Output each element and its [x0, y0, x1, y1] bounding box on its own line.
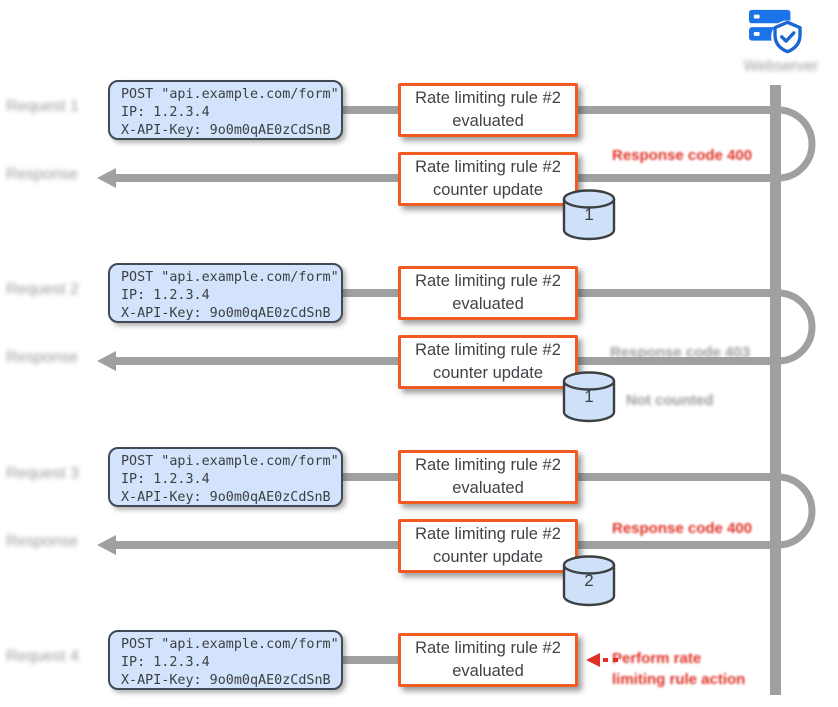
lane-label-request-4: Request 4	[6, 648, 79, 665]
request-method-url: POST "api.example.com/form"	[121, 87, 339, 102]
counter-cylinder-2	[560, 371, 618, 423]
rule-box-line: evaluated	[452, 295, 524, 313]
blocked-action-line-1: Perform rate	[612, 650, 702, 667]
rule-box-line: evaluated	[452, 112, 524, 130]
rule-box-line: counter update	[432, 364, 544, 382]
request-api-key: X-API-Key: 9o0m0qAE0zCdSnB	[121, 673, 331, 688]
rule-evaluated-box-1	[398, 83, 578, 137]
lane-label-response-3: Response	[6, 533, 79, 550]
roundtrip-arc-2	[778, 293, 812, 361]
request-method-url: POST "api.example.com/form"	[121, 270, 339, 285]
rule-box-line: evaluated	[452, 662, 524, 680]
response-2-note-annotation: Not counted	[626, 392, 714, 409]
counter-value: 2	[584, 571, 594, 590]
blocked-action-line-2: limiting rule action	[612, 671, 746, 688]
lane-label-request-3: Request 3	[6, 465, 79, 482]
server-label: Webserver	[743, 58, 819, 75]
counter-value: 1	[584, 387, 594, 406]
rule-box-line: Rate limiting rule #2	[415, 158, 561, 176]
lane-label-response-1: Response	[6, 166, 79, 183]
rule-box-line: Rate limiting rule #2	[415, 456, 561, 474]
request-ip: IP: 1.2.3.4	[121, 288, 210, 303]
rule-box-line: Rate limiting rule #2	[415, 525, 561, 543]
rule-counter-box-1	[398, 152, 578, 206]
lane-label-response-2: Response	[6, 349, 79, 366]
request-api-key: X-API-Key: 9o0m0qAE0zCdSnB	[121, 123, 331, 138]
rule-evaluated-box-2	[398, 266, 578, 320]
request-ip: IP: 1.2.3.4	[121, 472, 210, 487]
counter-cylinder-1	[560, 189, 618, 241]
rule-box-line: Rate limiting rule #2	[415, 89, 561, 107]
rule-box-line: counter update	[432, 181, 544, 199]
response-3-code-annotation: Response code 400	[612, 520, 753, 537]
request-ip: IP: 1.2.3.4	[121, 105, 210, 120]
roundtrip-arc-1	[778, 110, 812, 178]
counter-value: 1	[584, 205, 594, 224]
rule-evaluated-box-3	[398, 450, 578, 504]
lane-label-request-2: Request 2	[6, 281, 79, 298]
request-ip: IP: 1.2.3.4	[121, 655, 210, 670]
counter-cylinder-3	[560, 555, 618, 607]
rule-counter-box-2	[398, 335, 578, 389]
request-payload-box-2	[108, 263, 343, 323]
request-payload-box-3	[108, 447, 343, 507]
request-method-url: POST "api.example.com/form"	[121, 637, 339, 652]
request-payload-box-1	[108, 80, 343, 140]
rule-box-line: Rate limiting rule #2	[415, 272, 561, 290]
server-shield-icon	[746, 5, 804, 57]
response-1-code-annotation: Response code 400	[612, 147, 753, 164]
blocked-action-annotation	[612, 648, 745, 690]
rule-box-line: Rate limiting rule #2	[415, 341, 561, 359]
roundtrip-arc-3	[778, 477, 812, 545]
blocked-arrowhead	[586, 653, 600, 667]
request-api-key: X-API-Key: 9o0m0qAE0zCdSnB	[121, 306, 331, 321]
rule-box-line: evaluated	[452, 479, 524, 497]
request-payload-box-4	[108, 630, 343, 690]
rule-counter-box-3	[398, 519, 578, 573]
rule-evaluated-box-4	[398, 633, 578, 687]
request-method-url: POST "api.example.com/form"	[121, 454, 339, 469]
request-api-key: X-API-Key: 9o0m0qAE0zCdSnB	[121, 490, 331, 505]
rule-box-line: Rate limiting rule #2	[415, 639, 561, 657]
response-2-code-annotation: Response code 403	[610, 344, 751, 361]
lane-label-request-1: Request 1	[6, 98, 79, 115]
rule-box-line: counter update	[432, 548, 544, 566]
